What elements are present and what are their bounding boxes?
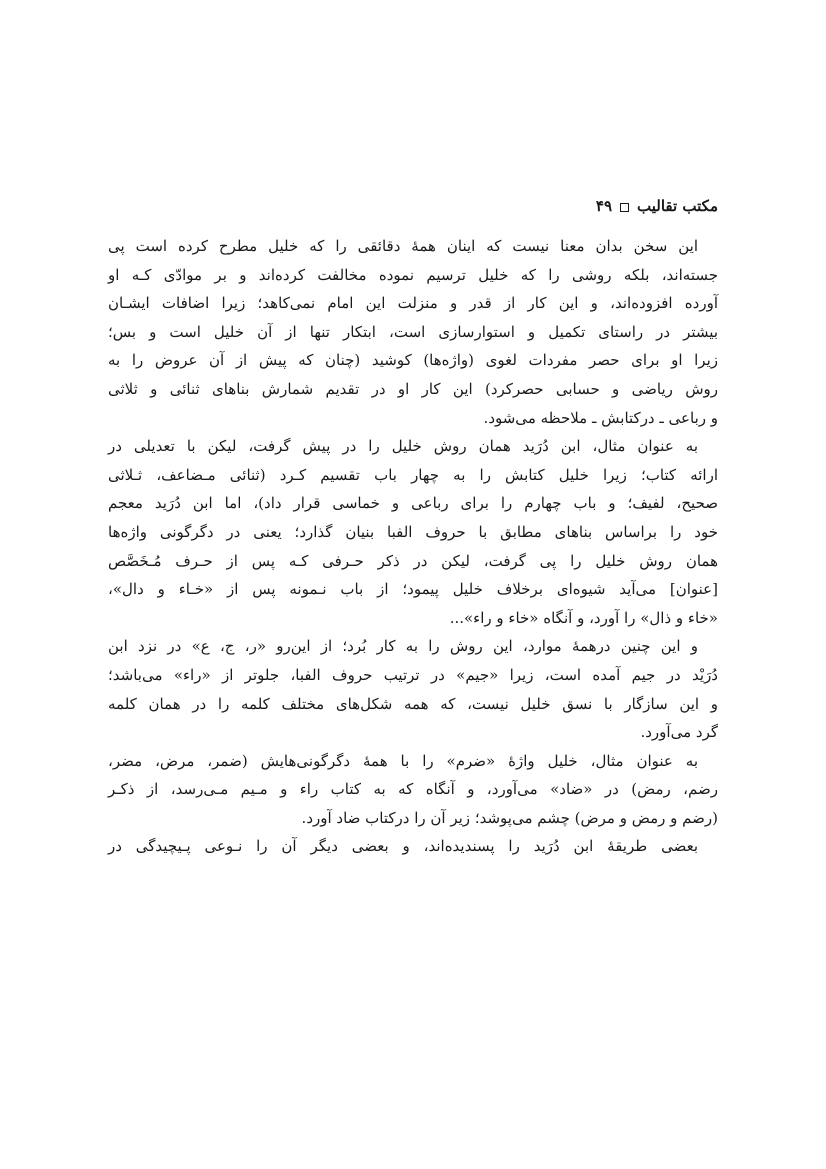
text-line: همان روش خلیل را پی گرفت، لیکن در ذکر حـرفی کـه پس از حـرف مُـخَصَّص <box>108 551 718 570</box>
text-line: رضم، رمض) در «ضاد» می‌آورد، و آنگاه که به کتاب راء و مـیم مـی‌رسد، از ذکـر <box>108 780 718 799</box>
text-line: خود را براساس بناهای مطابق با حروف الفبا بنیان گذارد؛ یعنی در دگرگونی واژه‌ها <box>108 522 718 541</box>
text-line: گرد می‌آورد. <box>640 723 718 742</box>
text-line: آورده افزوده‌اند، و این کار از قدر و منزلت این امام نمی‌کاهد؛ زیرا اضافات ایشـان <box>108 294 718 313</box>
text-line: به عنوان مثال، ابن دُرَید همان روش خلیل را در پیش گرفت، لیکن با تعدیلی در <box>108 437 698 456</box>
text-line: و این چنین درهمهٔ موارد، این روش را به کار بُرد؛ از این‌رو «ر، ج، ع» در نزد ابن <box>108 637 698 656</box>
text-line: [عنوان] می‌آید شیوه‌ای برخلاف خلیل پیمود؛ از باب نـمونه پس از «خـاء و دال»، <box>108 580 718 599</box>
text-line: به عنوان مثال، خلیل واژهٔ «ضرم» را با همهٔ دگرگونی‌هایش (ضمر، مرض، مضر، <box>108 751 698 770</box>
text-line: زیرا او برای حصر مفردات لغوی (واژه‌ها) کوشید (چنان که پیش از آن عروض را به <box>108 351 718 370</box>
text-line: صحیح، لفیف؛ و باب چهارم را برای رباعی و خماسی قرار داد)، اما ابن دُرَید معجم <box>108 494 718 513</box>
text-line: ارائه کتاب؛ زیرا خلیل کتابش را به چهار باب تقسیم کـرد (ثنائی مـضاعف، ثـلاثی <box>108 465 718 484</box>
text-line: روش ریاضی و حسابی حصرکرد) این کار او در تقدیم شمارش بناهای ثنائی و ثلاثی <box>108 379 718 398</box>
text-line: این سخن بدان معنا نیست که اینان همهٔ دقائقی را که خلیل مطرح کرده است پی <box>108 237 698 255</box>
text-line: جسته‌اند، بلکه روشی را که خلیل ترسیم نموده مخالفت کرده‌اند و بر موادّی کـه او <box>108 265 718 284</box>
text-line: بعضی طریقهٔ ابن دُرَید را پسندیده‌اند، و بعضی دیگر آن را نـوعی پـیچیدگی در <box>108 837 698 856</box>
text-line: و رباعی ـ درکتابش ـ ملاحظه می‌شود. <box>483 408 718 427</box>
text-line: (رضم و رمض و مرض) چشم می‌پوشد؛ زیر آن را درکتاب ضاد آورد. <box>301 808 718 827</box>
text-line: بیشتر در راستای تکمیل و استوارسازی است، ابتکار تنها از آن خلیل است و بس؛ <box>108 322 718 341</box>
text-line: و این سازگار با نسق خلیل نیست، که همه شکل‌های مختلف کلمه را در همان کلمه <box>108 694 718 713</box>
square-ornament-icon <box>620 203 629 212</box>
text-line: دُرَیْد در جیم آمده است، زیرا «جیم» در ترتیب حروف الفبا، جلوتر از «راء» می‌باشد؛ <box>108 665 718 684</box>
running-header-title: مکتب تقالیب <box>637 197 718 215</box>
running-header <box>596 196 718 216</box>
body-text <box>108 232 718 861</box>
text-line: «خاء و ذال» را آورد، و آنگاه «خاء و راء»... <box>449 608 718 627</box>
page-number: ۴۹ <box>595 197 613 215</box>
